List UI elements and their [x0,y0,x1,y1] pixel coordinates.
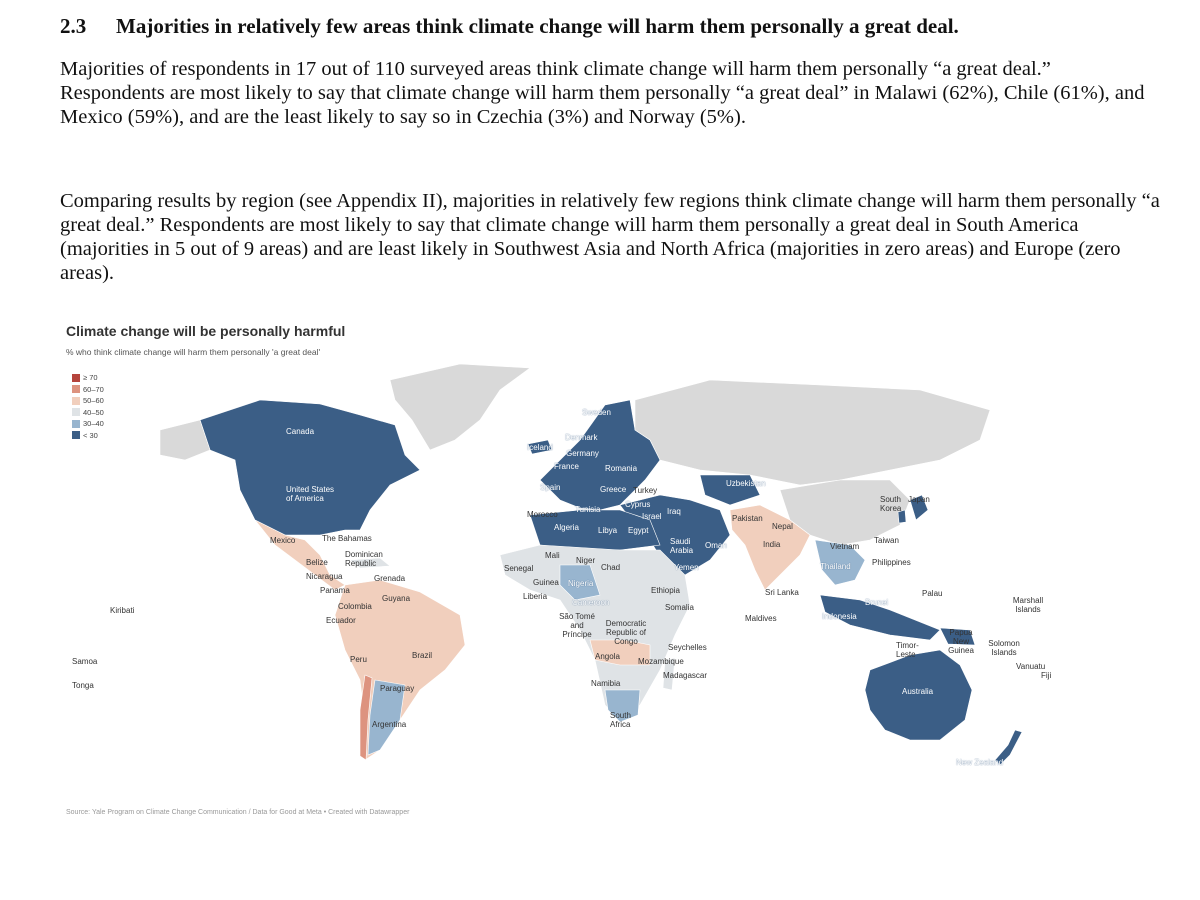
label-bahamas: The Bahamas [322,534,372,543]
label-somalia: Somalia [665,603,694,612]
label-maldives: Maldives [745,614,777,623]
label-indonesia: Indonesia [822,612,857,621]
label-yemen: Yemen [674,563,699,572]
legend-item [72,430,104,442]
label-greece: Greece [600,485,627,494]
label-angola: Angola [595,652,620,661]
label-chad: Chad [601,563,621,572]
label-brazil: Brazil [412,651,433,660]
legend-item [72,372,104,384]
label-iraq: Iraq [667,507,681,516]
label-namibia: Namibia [591,679,621,688]
north-america-shape [200,400,420,535]
map-source-note: Source: Yale Program on Climate Change Communication / Data for Good at Meta • Created with Datawrapper [66,809,410,816]
label-sweden: Sweden [582,408,611,417]
label-nigeria: Nigeria [568,579,594,588]
label-drc: Democratic Republic of Congo [605,619,647,646]
label-oman: Oman [705,541,727,550]
label-guyana: Guyana [382,594,411,603]
label-tunisia: Tunisia [575,505,601,514]
label-papua-new-guinea: Papua New Guinea [948,628,974,655]
label-belize: Belize [306,558,328,567]
label-nicaragua: Nicaragua [306,572,343,581]
label-egypt: Egypt [628,526,649,535]
label-mexico: Mexico [270,536,296,545]
label-morocco: Morocco [527,510,558,519]
label-algeria: Algeria [554,523,579,532]
label-turkey: Turkey [633,486,658,495]
legend-swatch [72,408,80,416]
label-panama: Panama [320,586,350,595]
label-taiwan: Taiwan [874,536,899,545]
label-france: France [554,462,579,471]
label-spain: Spain [540,483,561,492]
label-cyprus: Cyprus [625,500,651,509]
legend-label: 30–40 [83,419,104,429]
label-liberia: Liberia [523,592,548,601]
legend-item [72,384,104,396]
legend-swatch [72,397,80,405]
legend-label: ≥ 70 [83,373,98,383]
legend-swatch [72,385,80,393]
section-heading [60,14,1160,39]
label-brunei: Brunei [865,598,889,607]
world-choropleth-map [60,360,1060,800]
greenland-shape [390,364,530,450]
label-senegal: Senegal [504,564,534,573]
legend-label: 40–50 [83,407,104,417]
label-solomon-islands: Solomon Islands [988,639,1020,657]
label-fiji: Fiji [1041,671,1052,680]
label-colombia: Colombia [338,602,372,611]
label-peru: Peru [350,655,367,664]
label-mali: Mali [545,551,560,560]
section-number: 2.3 [60,14,87,38]
label-south-korea: South Korea [880,495,902,513]
label-canada: Canada [286,427,315,436]
map-canvas [60,360,1060,800]
label-saudi-arabia: Saudi Arabia [670,537,694,555]
map-legend [72,372,104,441]
legend-swatch [72,431,80,439]
label-new-zealand: New Zealand [956,758,1004,767]
label-denmark: Denmark [565,433,598,442]
legend-item [72,395,104,407]
label-israel: Israel [642,512,662,521]
label-usa: United States of America [286,485,335,503]
legend-label: < 30 [83,430,98,440]
label-pakistan: Pakistan [732,514,763,523]
map-subtitle: % who think climate change will harm them personally 'a great deal' [66,347,321,357]
label-ecuador: Ecuador [326,616,356,625]
label-japan: Japan [908,495,930,504]
legend-item [72,407,104,419]
label-cameroon: Cameroon [572,598,610,607]
label-romania: Romania [605,464,638,473]
label-argentina: Argentina [372,720,407,729]
label-germany: Germany [566,449,599,458]
legend-label: 50–60 [83,396,104,406]
label-palau: Palau [922,589,943,598]
label-timor-leste: Timor-Leste [896,641,919,659]
label-iceland: Iceland [527,443,553,452]
label-samoa: Samoa [72,657,98,666]
label-vietnam: Vietnam [830,542,860,551]
label-thailand: Thailand [820,562,851,571]
label-india: India [763,540,781,549]
paragraph-1: Majorities of respondents in 17 out of 110 surveyed areas think climate change will harm them personally “a great deal.” Respondents are most likely to say that climate change will harm them personally “a great deal” in Malawi (62%), Chile (61%), and Mexico (59%), and are the least likely to say so in Czechia (3%) and Norway (5%). [60,58,1145,128]
label-paraguay: Paraguay [380,684,415,693]
section-title: Majorities in relatively few areas think climate change will harm them personally a great deal. [116,14,959,38]
label-philippines: Philippines [872,558,911,567]
label-sao-tome: São Tomé and Príncipe [559,612,595,639]
legend-swatch [72,374,80,382]
label-niger: Niger [576,556,596,565]
label-kiribati: Kiribati [110,606,135,615]
legend-item [72,418,104,430]
paragraph-2: Comparing results by region (see Appendix II), majorities in relatively few regions think climate change will harm them personally “a great deal.” Respondents are most likely to say that climate change will harm them personally a great deal in South America (majorities in 5 out of 9 areas) and are least likely in Southwest Asia and North Africa (majorities in zero areas) and Europe (zero areas). [60,190,1160,284]
map-title: Climate change will be personally harmful [66,323,346,339]
legend-swatch [72,420,80,428]
label-marshall-islands: Marshall Islands [1012,596,1044,614]
label-mozambique: Mozambique [638,657,684,666]
label-vanuatu: Vanuatu [1016,662,1046,671]
russia-shape [635,380,990,485]
label-guinea: Guinea [533,578,559,587]
legend-label: 60–70 [83,384,104,394]
label-nepal: Nepal [772,522,793,531]
label-sri-lanka: Sri Lanka [765,588,799,597]
label-madagascar: Madagascar [663,671,708,680]
label-uzbekistan: Uzbekistan [726,479,766,488]
label-australia: Australia [902,687,934,696]
label-grenada: Grenada [374,574,406,583]
label-ethiopia: Ethiopia [651,586,680,595]
label-seychelles: Seychelles [668,643,707,652]
label-south-africa: South Africa [610,711,631,729]
label-libya: Libya [598,526,618,535]
label-dominican-republic: Dominican Republic [345,550,383,568]
label-tonga: Tonga [72,681,94,690]
